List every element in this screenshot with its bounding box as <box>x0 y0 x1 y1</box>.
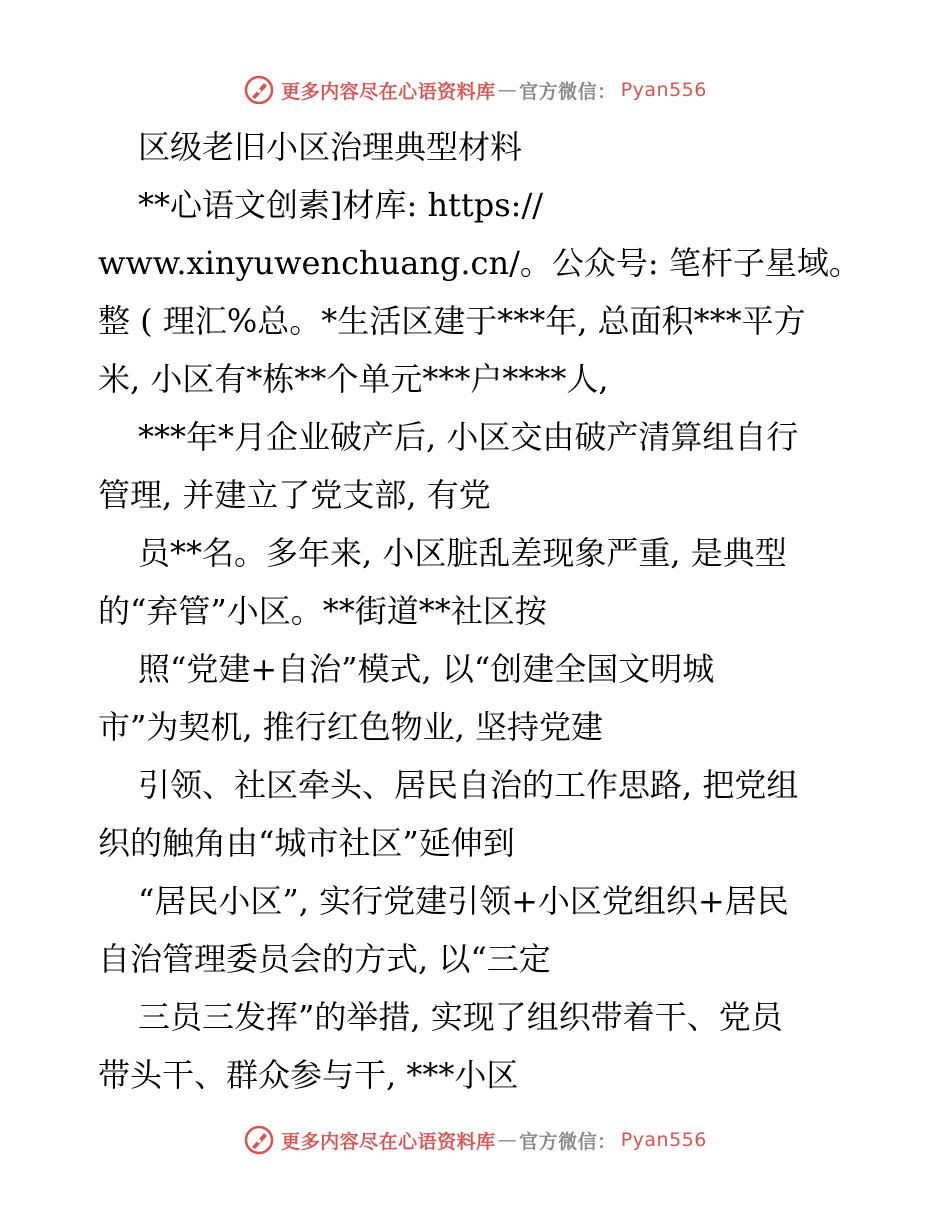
header-banner <box>0 70 950 110</box>
text-line: 员**名。多年来, 小区脏乱差现象严重, 是典型 <box>138 534 787 572</box>
text-line: 引领、社区牵头、居民自治的工作思路, 把党组 <box>138 766 799 804</box>
text-line: 带头干、群众参与干, ***小区 <box>98 1056 519 1094</box>
text-line: “居民小区”, 实行党建引领+小区党组织+居民 <box>138 882 789 920</box>
banner-wechat-id: Pyan556 <box>620 79 707 101</box>
text-line: 管理, 并建立了党支部, 有党 <box>98 476 491 514</box>
banner-text: 更多内容尽在心语资料库 <box>281 80 496 103</box>
text-line: 米, 小区有*栋**个单元***户****人, <box>98 360 609 398</box>
banner-dash: — <box>497 79 518 101</box>
footer-banner <box>0 1120 950 1160</box>
text-line: www.xinyuwenchuang.cn/。公众号: 笔杆子星域。 <box>98 244 861 282</box>
banner-wechat-label: 官方微信： <box>519 1130 617 1153</box>
text-line: 织的触角由“城市社区”延伸到 <box>98 824 515 862</box>
text-line: 三员三发挥”的举措, 实现了组织带着干、党员 <box>138 998 783 1036</box>
text-line: 市”为契机, 推行红色物业, 坚持党建 <box>98 708 604 746</box>
banner-wechat-id: Pyan556 <box>620 1129 707 1151</box>
banner-dash: — <box>497 1129 518 1151</box>
pen-circle-icon <box>243 74 275 106</box>
banner-wechat-label: 官方微信： <box>519 80 617 103</box>
text-line: 的“弃管”小区。**街道**社区按 <box>98 592 547 630</box>
text-line: 照“党建+自治”模式, 以“创建全国文明城 <box>138 650 715 688</box>
text-line: 自治管理委员会的方式, 以“三定 <box>98 940 551 978</box>
pen-circle-icon <box>243 1124 275 1156</box>
banner-text: 更多内容尽在心语资料库 <box>281 1130 496 1153</box>
document-title: 区级老旧小区治理典型材料 <box>138 128 523 166</box>
text-line: **心语文创素]材库: https:// <box>138 186 544 224</box>
text-line: 整 ( 理汇%总。*生活区建于***年, 总面积***平方 <box>98 302 806 340</box>
text-line: ***年*月企业破产后, 小区交由破产清算组自行 <box>138 418 799 456</box>
